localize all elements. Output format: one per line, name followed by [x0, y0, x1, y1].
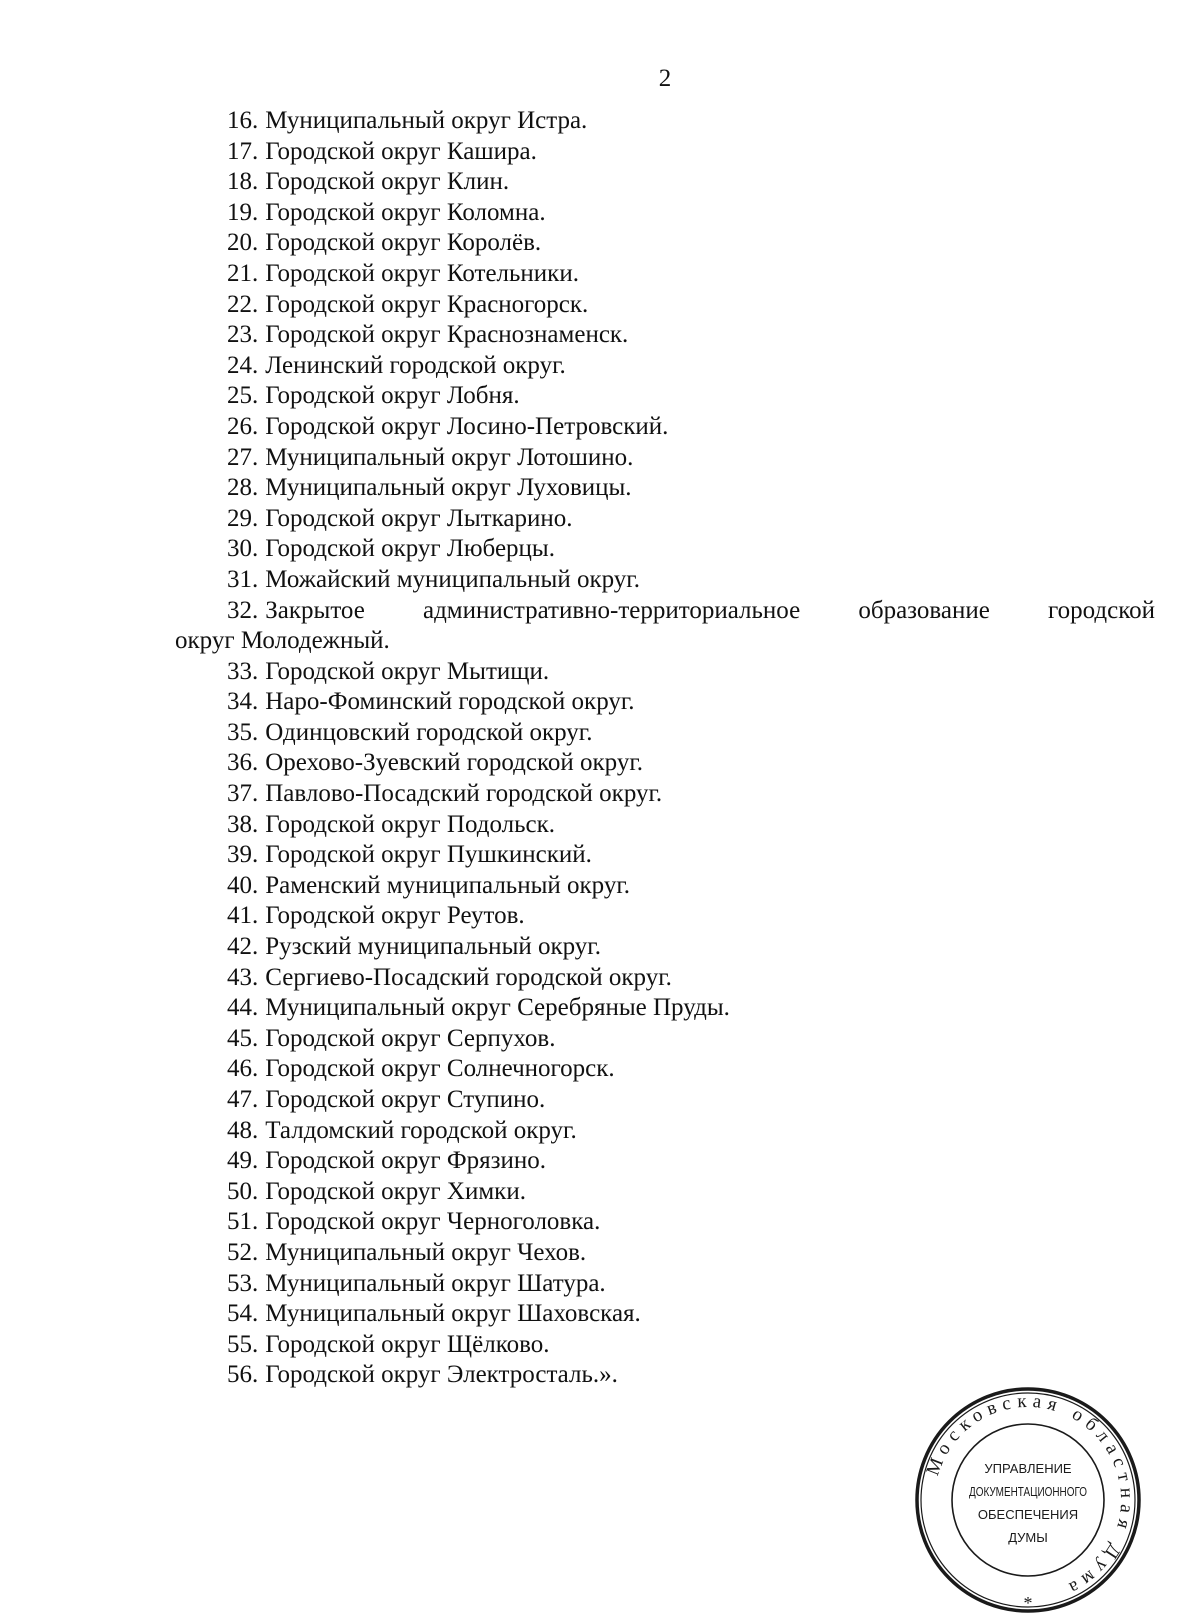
- list-item-number: 51.: [227, 1208, 259, 1236]
- list-item: [175, 565, 1155, 596]
- list-item: [175, 1054, 1155, 1085]
- list-item-text: Городской округ Коломна.: [265, 198, 546, 226]
- list-item-number: 50.: [227, 1177, 259, 1205]
- list-item: [175, 534, 1155, 565]
- list-item-number: 48.: [227, 1116, 259, 1144]
- list-item: [175, 1085, 1155, 1116]
- list-item: [175, 443, 1155, 474]
- list-item: [175, 687, 1155, 718]
- list-item-number: 56.: [227, 1361, 259, 1389]
- list-item: [175, 657, 1155, 688]
- list-item: [175, 473, 1155, 504]
- list-item: [175, 198, 1155, 229]
- list-item-number: 39.: [227, 841, 259, 869]
- list-item-number: 21.: [227, 259, 259, 287]
- list-item-text: Городской округ Краснознаменск.: [265, 321, 629, 349]
- list-item-text: Городской округ Люберцы.: [265, 535, 555, 563]
- list-item-text: Наро-Фоминский городской округ.: [265, 688, 635, 716]
- list-item-number: 42.: [227, 933, 259, 961]
- list-item: [175, 993, 1155, 1024]
- list-item: [175, 871, 1155, 902]
- list-item: [175, 810, 1155, 841]
- list-item: [175, 381, 1155, 412]
- list-item-number: 46.: [227, 1055, 259, 1083]
- list-item-text: Рузский муниципальный округ.: [265, 933, 601, 961]
- list-item-text: Муниципальный округ Луховицы.: [265, 474, 632, 502]
- list-item-number: 44.: [227, 994, 259, 1022]
- list-item-number: 31.: [227, 565, 259, 593]
- list-item-number: 28.: [227, 474, 259, 502]
- list-item: [175, 351, 1155, 382]
- list-item-text: Орехово-Зуевский городской округ.: [265, 749, 644, 777]
- list-item-number: 23.: [227, 321, 259, 349]
- list-item-text: Муниципальный округ Лотошино.: [265, 443, 634, 471]
- list-item: [175, 412, 1155, 443]
- list-item-text: Городской округ Электросталь.».: [265, 1361, 618, 1389]
- list-item-number: 16.: [227, 107, 259, 134]
- list-item: [175, 1177, 1155, 1208]
- list-item-text: Можайский муниципальный округ.: [265, 565, 640, 593]
- list-item: [175, 596, 1155, 657]
- seal-center-text: [969, 1461, 1087, 1545]
- list-item-text: Раменский муниципальный округ.: [265, 871, 631, 899]
- list-item-text: Ленинский городской округ.: [265, 351, 566, 379]
- list-item-text: Закрытое административно-территориальное образование городской: [265, 596, 1155, 624]
- list-item-text: Муниципальный округ Шаховская.: [265, 1300, 641, 1328]
- list-item-text: Городской округ Клин.: [265, 168, 510, 196]
- list-item-number: 47.: [227, 1086, 259, 1113]
- list-item-text: Городской округ Реутов.: [265, 902, 525, 930]
- list-item: [175, 1299, 1155, 1330]
- list-item-text: Городской округ Солнечногорск.: [265, 1055, 615, 1083]
- list-item-number: 53.: [227, 1269, 259, 1297]
- list-item-number: 43.: [227, 963, 259, 991]
- list-item-text: Муниципальный округ Шатура.: [265, 1269, 606, 1297]
- list-item-text: Муниципальный округ Истра.: [265, 107, 588, 134]
- list-item-text: Городской округ Химки.: [265, 1177, 526, 1205]
- list-item-text: Городской округ Пушкинский.: [265, 841, 592, 869]
- list-item-number: 20.: [227, 229, 259, 257]
- list-item: [175, 748, 1155, 779]
- list-item-number: 37.: [227, 780, 259, 808]
- list-item: [175, 1330, 1155, 1361]
- list-item-number: 24.: [227, 351, 259, 379]
- list-item: [175, 228, 1155, 259]
- seal-star: *: [1023, 1593, 1033, 1613]
- list-item-text: Городской округ Серпухов.: [265, 1024, 556, 1052]
- list-item: [175, 1207, 1155, 1238]
- seal-outer-ring: [917, 1389, 1139, 1611]
- list-item-text: Городской округ Фрязино.: [265, 1147, 547, 1175]
- list-item-number: 45.: [227, 1024, 259, 1052]
- list-item-number: 26.: [227, 412, 259, 440]
- list-item: [175, 1024, 1155, 1055]
- list-item-text: Городской округ Щёлково.: [265, 1330, 550, 1358]
- list-item-text: Талдомский городской округ.: [265, 1116, 577, 1144]
- list-item-number: 30.: [227, 535, 259, 563]
- list-item: [175, 1116, 1155, 1147]
- list-item-number: 32.: [227, 596, 259, 624]
- list-item-number: 35.: [227, 718, 259, 746]
- list-item-number: 29.: [227, 504, 259, 532]
- list-item-number: 19.: [227, 198, 259, 226]
- list-item-text: Городской округ Ступино.: [265, 1086, 546, 1113]
- seal-ring-text: Московская областная Дума: [922, 1390, 1138, 1601]
- list-item-number: 17.: [227, 137, 259, 165]
- list-item-text: Городской округ Котельники.: [265, 259, 579, 287]
- list-item: [175, 901, 1155, 932]
- list-item: [175, 718, 1155, 749]
- list-item: [175, 840, 1155, 871]
- list-item-text: Городской округ Кашира.: [265, 137, 537, 165]
- list-item-number: 18.: [227, 168, 259, 196]
- list-item-number: 49.: [227, 1147, 259, 1175]
- list-item-text: Городской округ Черноголовка.: [265, 1208, 601, 1236]
- list-item-line-2: округ Молодежный.: [175, 627, 390, 655]
- list-item-text: Одинцовский городской округ.: [265, 718, 593, 746]
- list-item: [175, 932, 1155, 963]
- list-item-number: 41.: [227, 902, 259, 930]
- list-item-number: 27.: [227, 443, 259, 471]
- list-item: [175, 1146, 1155, 1177]
- district-list: [175, 106, 1155, 1391]
- seal-center-line-3: ОБЕСПЕЧЕНИЯ: [977, 1507, 1079, 1522]
- list-item-text: Муниципальный округ Чехов.: [265, 1238, 587, 1266]
- list-item-text: Муниципальный округ Серебряные Пруды.: [265, 994, 730, 1022]
- list-item-text: Городской округ Подольск.: [265, 810, 556, 838]
- list-item-text: Городской округ Лыткарино.: [265, 504, 573, 532]
- list-item: [175, 320, 1155, 351]
- list-item: [175, 779, 1155, 810]
- list-item: [175, 1269, 1155, 1300]
- list-item: [175, 963, 1155, 994]
- list-item: [175, 1238, 1155, 1269]
- list-item-number: 34.: [227, 688, 259, 716]
- seal-inner-ring: [952, 1424, 1104, 1576]
- list-item-number: 22.: [227, 290, 259, 318]
- list-item-text: Городской округ Лосино-Петровский.: [265, 412, 669, 440]
- list-item: [175, 106, 1155, 137]
- seal-center-line-1: УПРАВЛЕНИЕ: [984, 1461, 1072, 1476]
- list-item-number: 38.: [227, 810, 259, 838]
- list-item: [175, 167, 1155, 198]
- list-item-number: 40.: [227, 871, 259, 899]
- list-item: [175, 290, 1155, 321]
- list-item: [175, 259, 1155, 290]
- official-seal-stamp: [913, 1385, 1143, 1615]
- list-item-text: Сергиево-Посадский городской округ.: [265, 963, 672, 991]
- list-item-number: 52.: [227, 1238, 259, 1266]
- list-item-number: 25.: [227, 382, 259, 410]
- list-item-number: 36.: [227, 749, 259, 777]
- list-item-text: Городской округ Мытищи.: [265, 657, 550, 685]
- list-item-text: Городской округ Красногорск.: [265, 290, 589, 318]
- list-item-number: 54.: [227, 1300, 259, 1328]
- list-item-line-1: [175, 596, 1155, 627]
- list-item: [175, 137, 1155, 168]
- page-number: 2: [658, 65, 672, 92]
- list-item-text: Городской округ Лобня.: [265, 382, 520, 410]
- seal-center-line-2: ДОКУМЕНТАЦИОННОГО: [969, 1484, 1087, 1499]
- list-item-number: 33.: [227, 657, 259, 685]
- seal-center-line-4: ДУМЫ: [1008, 1530, 1048, 1545]
- list-item-text: Городской округ Королёв.: [265, 229, 542, 257]
- list-item: [175, 504, 1155, 535]
- list-item-text: Павлово-Посадский городской округ.: [265, 780, 663, 808]
- list-item-number: 55.: [227, 1330, 259, 1358]
